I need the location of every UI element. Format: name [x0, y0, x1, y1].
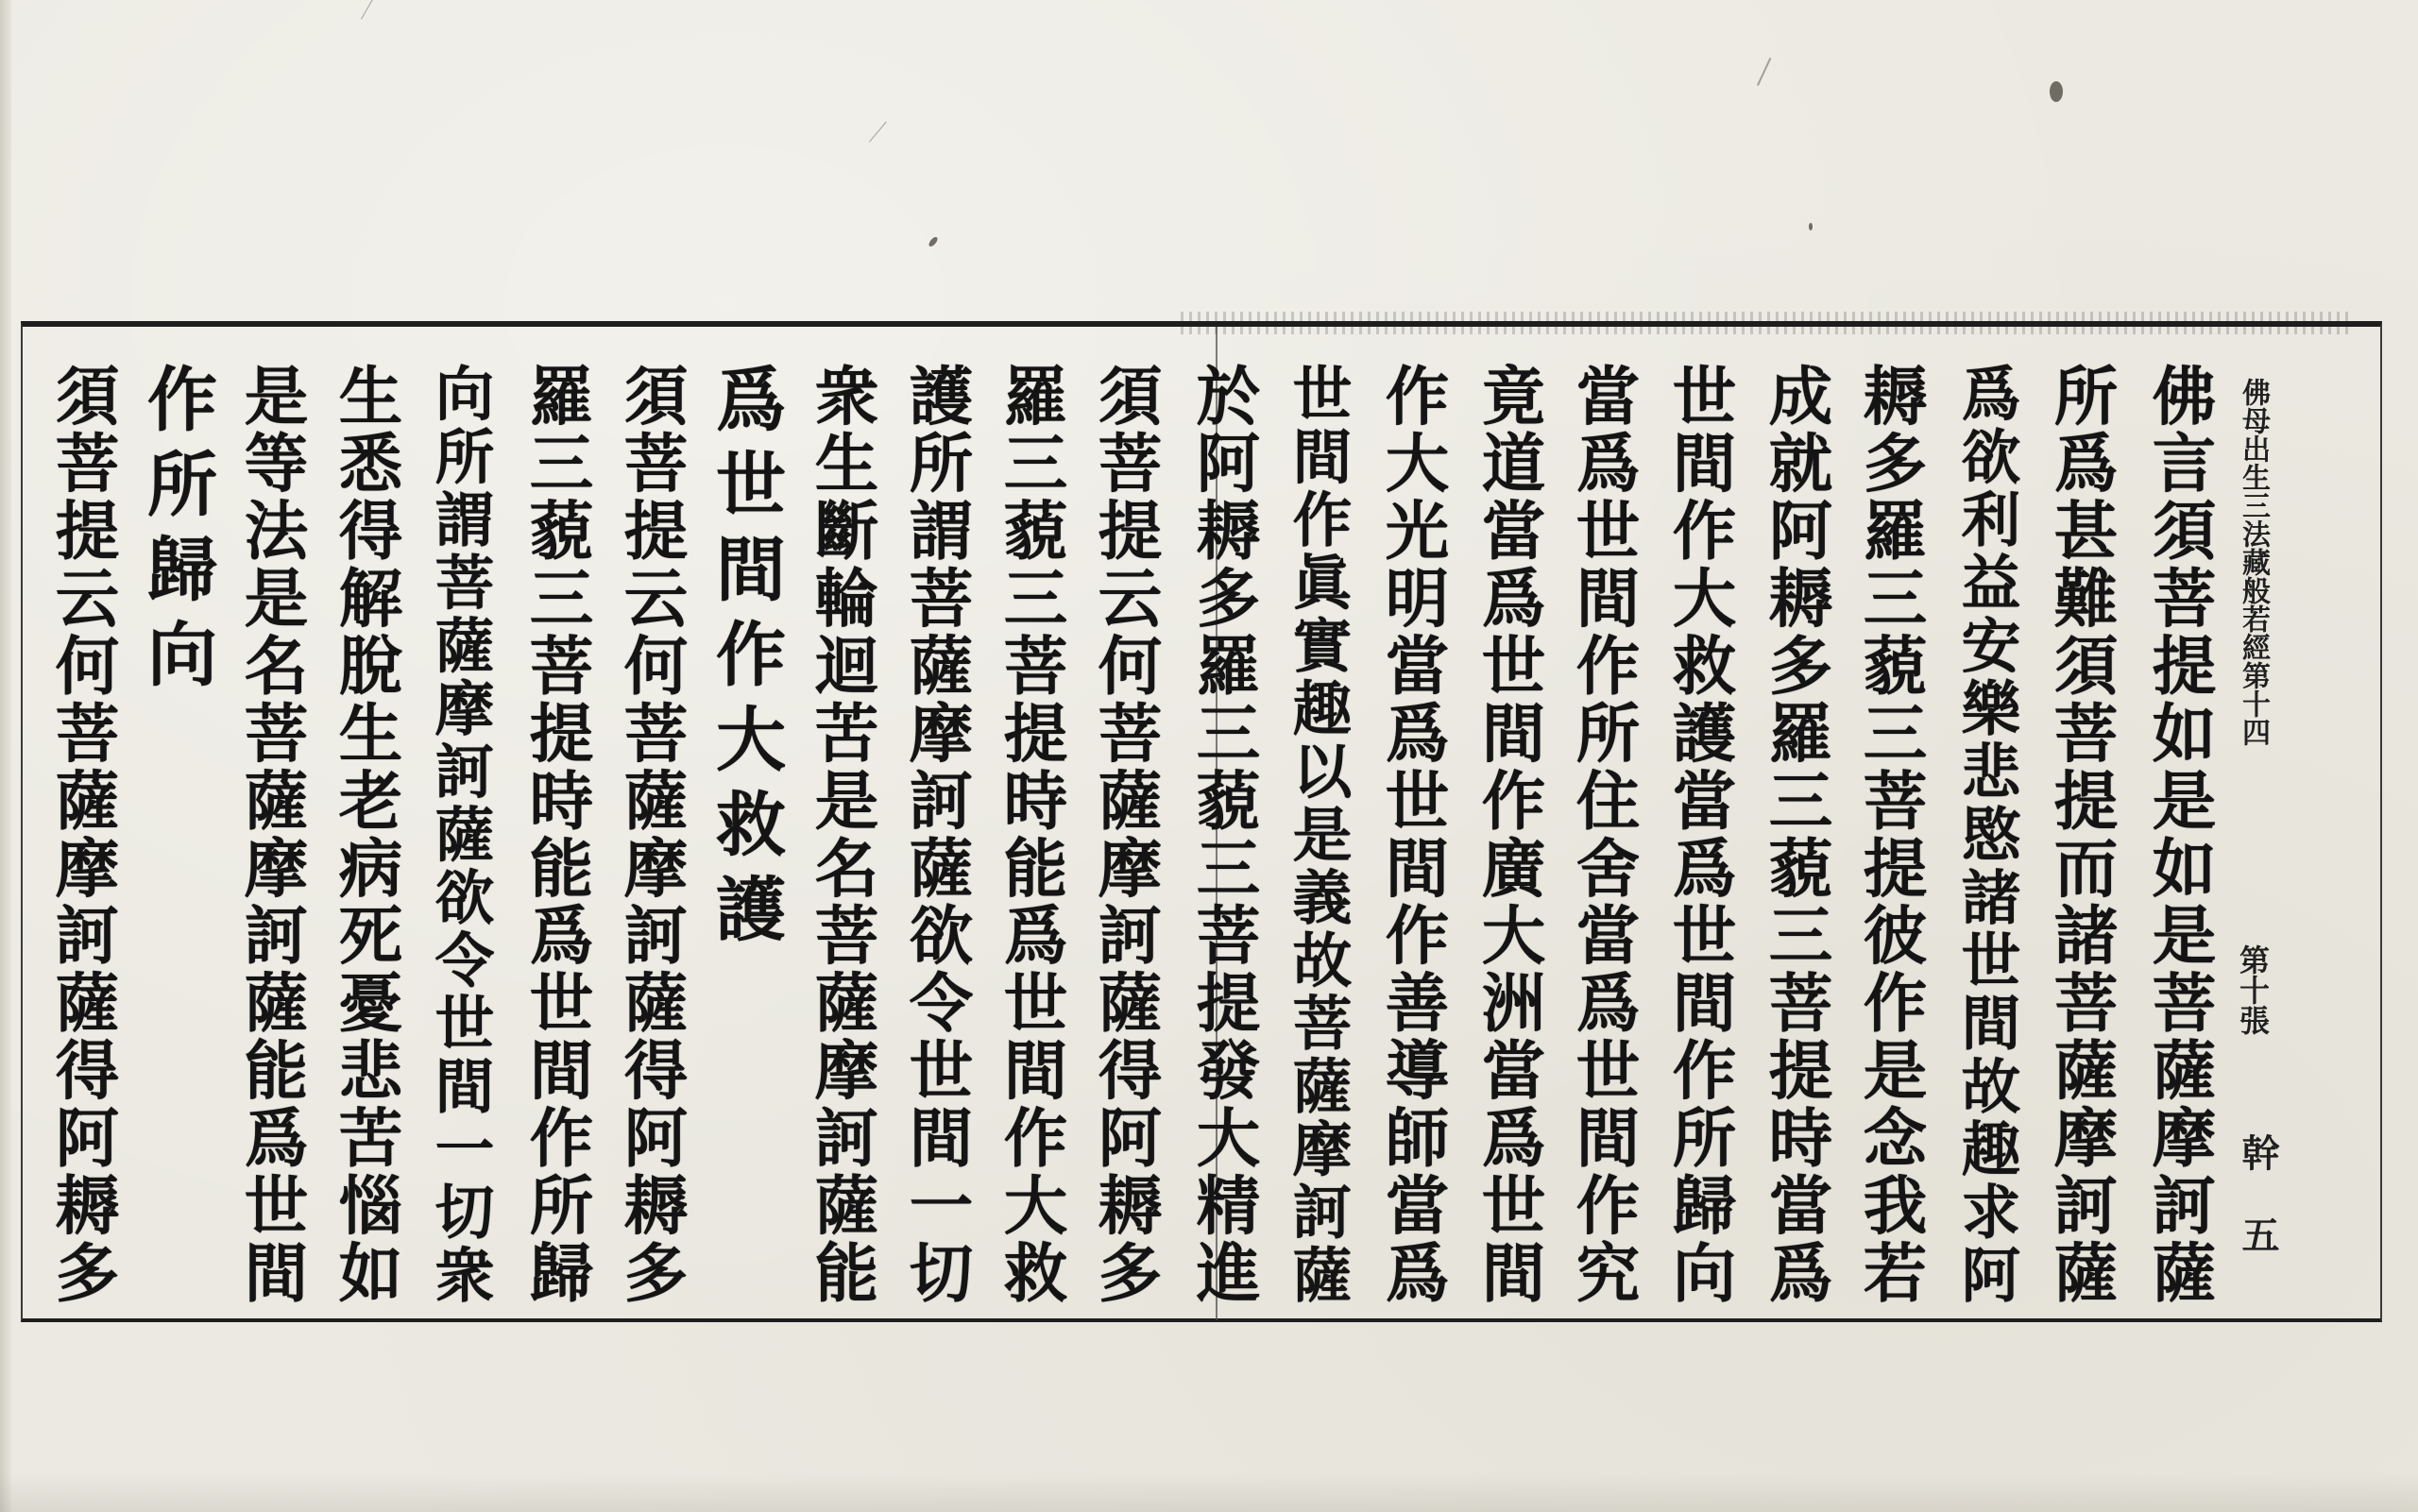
ink-stain [2050, 81, 2063, 102]
margin-sutra-title: 佛母出生三法藏般若經第十四 [2237, 378, 2270, 746]
text-column-1: 佛言須菩提如是如是菩薩摩訶薩 [2142, 363, 2217, 1307]
text-column-13: 羅三藐三菩提時能爲世間作大救 [994, 363, 1068, 1307]
page-bottom-shadow [0, 1473, 2418, 1512]
text-column-2: 所爲甚難須菩提而諸菩薩摩訶薩 [2044, 363, 2119, 1307]
text-column-16: 爲世間作大救護 [705, 363, 786, 958]
text-column-8: 竟道當爲世間作廣大洲當爲世間 [1472, 363, 1546, 1307]
ink-stain [1809, 223, 1813, 230]
page-left-edge [0, 0, 11, 1512]
text-column-11: 於阿耨多羅三藐三菩提發大精進 [1186, 363, 1261, 1307]
text-column-23: 須菩提云何菩薩摩訶薩得阿耨多 [45, 363, 120, 1307]
text-column-4: 耨多羅三藐三菩提彼作是念我若 [1853, 363, 1928, 1307]
text-column-3: 爲欲利益安樂悲愍諸世間故趣求阿 [1951, 363, 2021, 1307]
margin-carver-mark: 幹 五 [2236, 1133, 2280, 1253]
text-column-18: 羅三藐三菩提時能爲世間作所歸 [519, 363, 594, 1307]
text-column-19: 向所謂菩薩摩訶薩欲令世間一切衆 [425, 363, 495, 1307]
text-column-5: 成就阿耨多羅三藐三菩提時當爲 [1759, 363, 1833, 1307]
text-column-15: 衆生斷輪迴苦是名菩薩摩訶薩能 [805, 363, 879, 1307]
text-column-20: 生悉得解脫生老病死憂悲苦惱如 [329, 363, 403, 1307]
text-column-22: 作所歸向 [136, 363, 217, 703]
text-column-21: 是等法是名菩薩摩訶薩能爲世間 [234, 363, 309, 1307]
margin-page-number: 第十張 [2235, 944, 2271, 1035]
text-column-17: 須菩提云何菩薩摩訶薩得阿耨多 [614, 363, 689, 1307]
text-column-12: 須菩提云何菩薩摩訶薩得阿耨多 [1088, 363, 1163, 1307]
text-column-9: 作大光明當爲世間作善導師當爲 [1375, 363, 1450, 1307]
text-column-10: 世間作眞實趣以是義故菩薩摩訶薩 [1283, 363, 1353, 1307]
text-column-6: 世間作大救護當爲世間作所歸向 [1662, 363, 1737, 1307]
text-column-7: 當爲世間作所住舍當爲世間作究 [1566, 363, 1641, 1307]
text-column-14: 護所謂菩薩摩訶薩欲令世間一切 [899, 363, 974, 1307]
